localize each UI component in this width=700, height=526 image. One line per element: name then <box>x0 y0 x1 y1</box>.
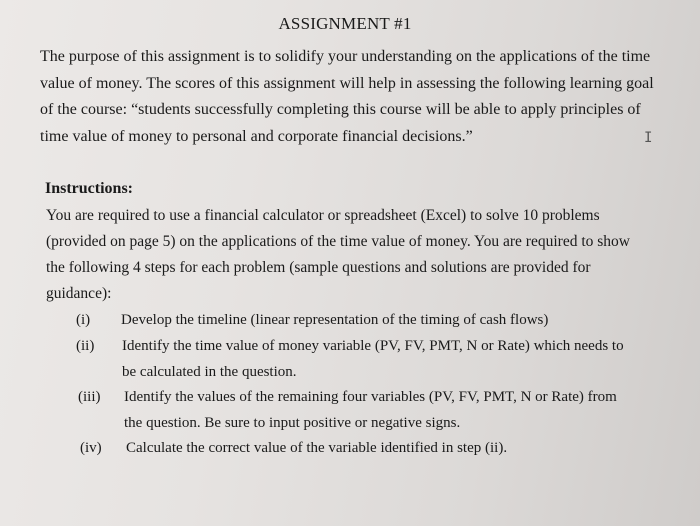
instructions-line: the following 4 steps for each problem (sample questions and solutions are provided for <box>46 259 591 276</box>
step-item <box>80 435 680 461</box>
intro-line: of the course: “students successfully completing this course will be able to apply principles of <box>40 101 641 118</box>
instructions-heading: Instructions: <box>45 180 134 197</box>
step-line: Calculate the correct value of the variable identified in step (ii). <box>126 440 508 456</box>
step-line: Develop the timeline (linear representation of the timing of cash flows) <box>121 312 549 328</box>
intro-line: value of money. The scores of this assignment will help in assessing the following learning goal <box>40 74 654 92</box>
step-line: the question. Be sure to input positive or negative signs. <box>124 415 461 431</box>
instructions-line: (provided on page 5) on the applications of the time value of money. You are required to show <box>46 233 630 250</box>
instructions-line: You are required to use a financial calculator or spreadsheet (Excel) to solve 10 problems <box>46 207 600 224</box>
step-text <box>122 333 624 385</box>
step-number: (ii) <box>76 338 95 354</box>
step-number: (i) <box>76 312 91 328</box>
step-text <box>121 307 548 333</box>
text-cursor-icon: I <box>644 130 653 146</box>
intro-line: The purpose of this assignment is to solidify your understanding on the applications of the time <box>40 48 651 65</box>
step-line: Identify the values of the remaining four variables (PV, FV, PMT, N or Rate) from <box>124 389 617 405</box>
step-number: (iii) <box>78 389 101 405</box>
instructions-paragraph <box>46 203 666 307</box>
step-line: be calculated in the question. <box>122 364 297 380</box>
intro-paragraph <box>40 44 660 150</box>
step-item <box>78 384 678 436</box>
intro-line: time value of money to personal and corporate financial decisions.” <box>40 127 473 145</box>
step-number: (iv) <box>80 440 102 456</box>
step-item <box>76 333 676 385</box>
step-text <box>124 384 617 436</box>
assignment-title: ASSIGNMENT #1 <box>278 14 412 33</box>
step-text <box>126 435 507 461</box>
instructions-line: guidance): <box>46 285 112 302</box>
step-item <box>76 307 676 333</box>
step-line: Identify the time value of money variable (PV, FV, PMT, N or Rate) which needs to <box>122 338 624 354</box>
